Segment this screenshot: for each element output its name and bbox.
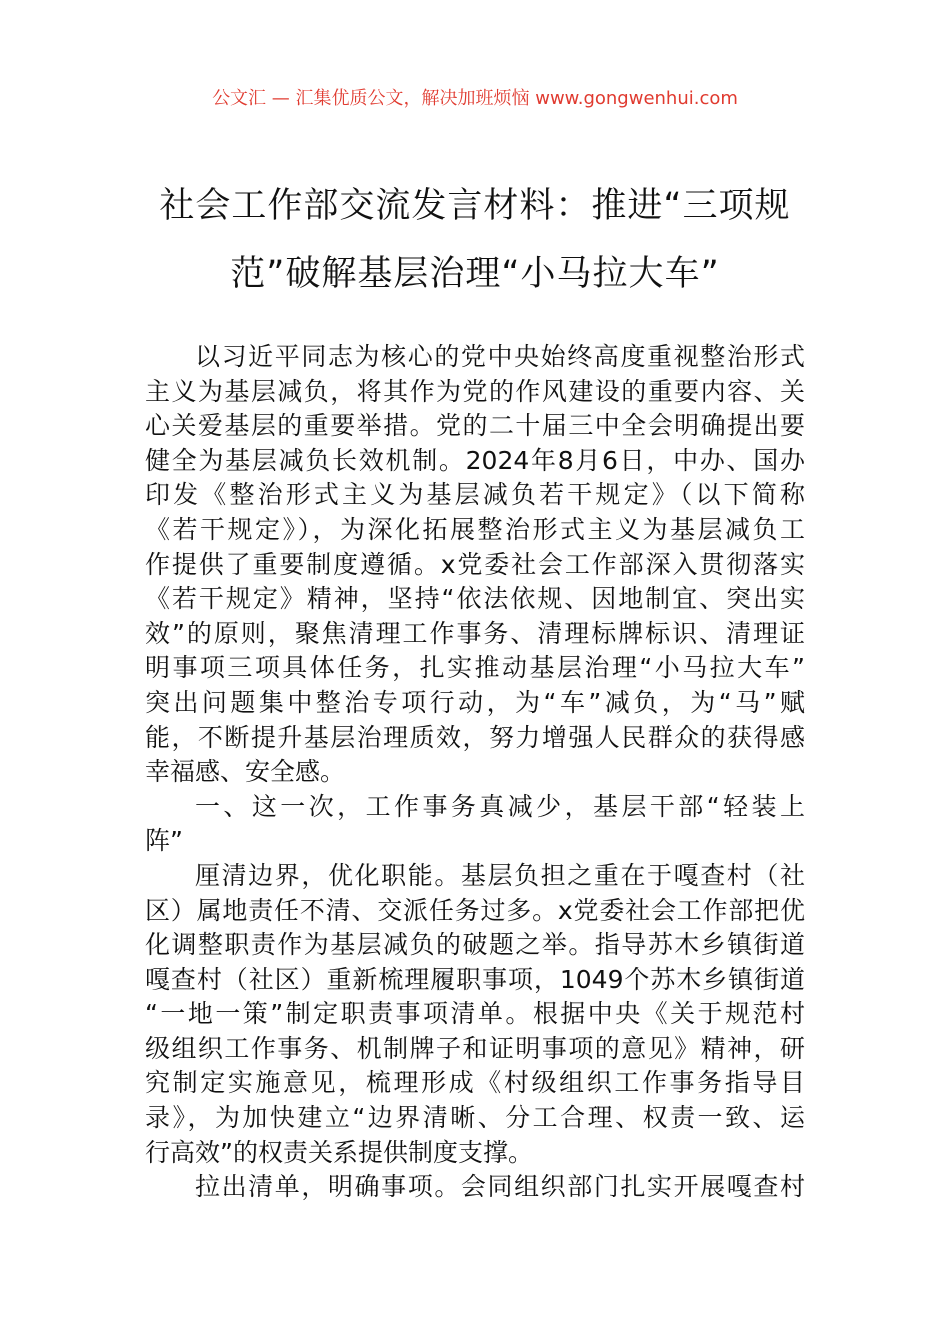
text-line: 区）属地责任不清、交派任务过多。x党委社会工作部把优 [145,895,805,925]
text-line: 作提供了重要制度遵循。x党委社会工作部深入贯彻落实 [145,549,805,579]
document-title-line-1: 社会工作部交流发言材料：推进“三项规 [159,186,791,226]
text-line: 能，不断提升基层治理质效，努力增强人民群众的获得感 [145,722,805,752]
paragraph [145,340,805,790]
text-line: 阵” [145,826,183,856]
paragraph [145,790,805,859]
paragraph [145,859,805,1170]
text-line: 健全为基层减负长效机制。2024年8月6日，中办、国办 [145,445,805,475]
text-line: 拉出清单，明确事项。会同组织部门扎实开展嘎查村 [195,1172,805,1202]
text-line: 明事项三项具体任务，扎实推动基层治理“小马拉大车” [145,653,805,683]
site-watermark-header: 公文汇 — 汇集优质公文，解决加班烦恼 www.gongwenhui.com [212,88,738,109]
text-line: 《若干规定》精神，坚持“依法依规、因地制宜、突出实 [145,584,805,614]
paragraph [145,1170,805,1205]
document-body [145,340,805,1205]
text-line: “一地一策”制定职责事项清单。根据中央《关于规范村 [145,999,805,1029]
text-line: 录》，为加快建立“边界清晰、分工合理、权责一致、运 [145,1103,805,1133]
text-line: 行高效”的权责关系提供制度支撑。 [145,1137,533,1167]
text-line: 《若干规定》），为深化拓展整治形式主义为基层减负工 [145,514,805,544]
text-line: 以习近平同志为核心的党中央始终高度重视整治形式 [195,342,805,371]
text-line: 究制定实施意见，梳理形成《村级组织工作事务指导目 [145,1068,805,1098]
text-line: 主义为基层减负，将其作为党的作风建设的重要内容、关 [145,376,805,406]
text-line: 化调整职责作为基层减负的破题之举。指导苏木乡镇街道 [145,930,805,960]
text-line: 嘎查村（社区）重新梳理履职事项，1049个苏木乡镇街道 [145,964,805,994]
text-line: 突出问题集中整治专项行动，为“车”减负，为“马”赋 [145,687,805,717]
text-line: 一、这一次，工作事务真减少，基层干部“轻装上 [195,791,805,821]
text-line: 级组织工作事务、机制牌子和证明事项的意见》精神，研 [145,1033,805,1063]
text-line: 印发《整治形式主义为基层减负若干规定》（以下简称 [145,480,805,510]
document-title-line-2: 范”破解基层治理“小马拉大车” [230,254,720,294]
text-line: 幸福感、安全感。 [145,757,346,787]
text-line: 厘清边界，优化职能。基层负担之重在于嘎查村（社 [195,860,805,890]
text-line: 心关爱基层的重要举措。党的二十届三中全会明确提出要 [145,411,805,441]
text-line: 效”的原则，聚焦清理工作事务、清理标牌标识、清理证 [145,618,805,648]
